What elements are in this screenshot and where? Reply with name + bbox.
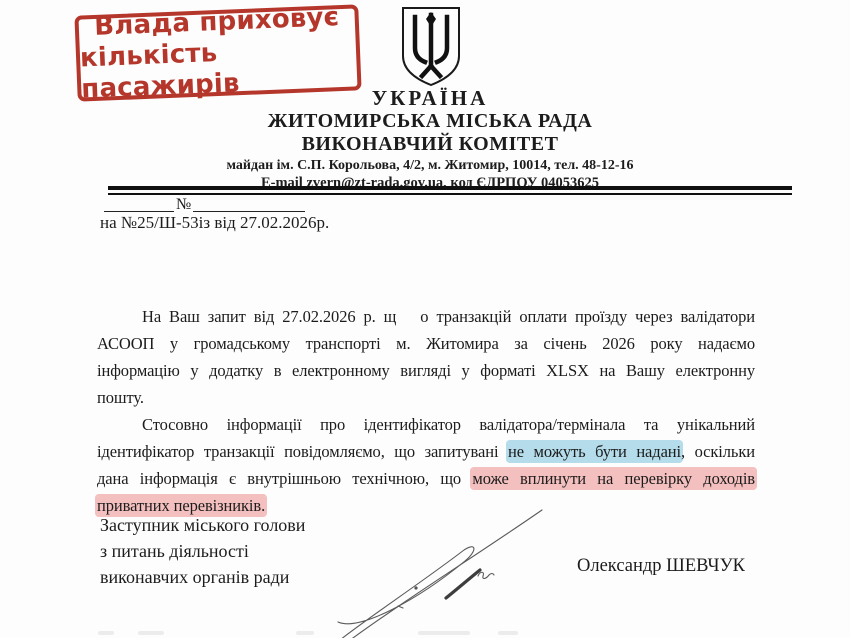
- letterhead-divider-rule: [108, 186, 792, 195]
- letterhead-address: майдан ім. С.П. Корольова, 4/2, м. Житомир, 10014, тел. 48-12-16: [226, 158, 634, 173]
- highlighted-text: може вплинути на перевірку доходів: [472, 469, 755, 488]
- scan-artifact: [418, 631, 470, 635]
- highlighted-text: приватних перевізників.: [97, 496, 266, 515]
- letterhead-committee: ВИКОНАВЧИЙ КОМІТЕТ: [301, 133, 559, 155]
- scan-artifact: [98, 631, 114, 635]
- ukraine-trident-emblem-icon: [398, 6, 464, 88]
- email-address: zvern@zt-rada.gov.ua: [306, 175, 444, 191]
- signatory-title-line-1: Заступник міського голови: [100, 515, 306, 535]
- paragraph: [97, 303, 755, 411]
- email-prefix: E-mail: [260, 175, 307, 191]
- signatory-title-line-2: з питань діяльності: [100, 541, 249, 561]
- letterhead-country: УКРАЇНА: [371, 86, 489, 110]
- body-text-run: Стосовно інформації про ідентифікатор валідатора/термінала та унікальний: [142, 415, 755, 434]
- stamp-line-1: Влада приховує: [93, 1, 340, 42]
- highlighted-text: не можуть бути надані: [507, 442, 682, 461]
- body-text-run: ідентифікатор транзакції повідомляємо, що запитувані: [97, 442, 508, 461]
- signatory-name: Олександр ШЕВЧУК: [577, 556, 746, 576]
- body-text-run: о транзакцій оплати проїзду через валідатори: [420, 307, 755, 326]
- letterhead-council: ЖИТОМИРСЬКА МІСЬКА РАДА: [267, 110, 593, 132]
- letter-body: [97, 303, 755, 519]
- stamp-line-2: кількість пасажирів: [79, 37, 241, 105]
- date-blank-line: [104, 197, 174, 212]
- number-symbol: №: [176, 196, 192, 213]
- signatory-title-line-3: виконавчих органів ради: [100, 567, 290, 587]
- body-text-run: На Ваш запит від 27.02.2026 р. щ: [142, 307, 397, 326]
- text-line: [97, 303, 755, 330]
- scan-artifact: [498, 631, 518, 635]
- scan-artifact: [138, 631, 164, 635]
- text-line: [97, 438, 755, 465]
- text-line: [97, 465, 755, 492]
- number-blank-line: [193, 197, 305, 212]
- body-text-run: пошту.: [97, 388, 144, 407]
- body-text-run: АСООП у громадському транспорті м. Житомира за січень 2026 року надаємо: [97, 334, 755, 353]
- text-line: [97, 384, 755, 411]
- incoming-reference: на №25/Ш-53із від 27.02.2026р.: [100, 213, 330, 232]
- body-text-run: дана інформація є внутрішньою технічною, що: [97, 469, 473, 488]
- body-text-run: інформацію у додатку в електронному вигляді у форматі XLSX на Вашу електронну: [97, 361, 755, 380]
- scan-artifact: [296, 631, 314, 635]
- text-line: [97, 411, 755, 438]
- body-text-run: , оскільки: [681, 442, 755, 461]
- email-suffix: , код ЄДРПОУ 04053625: [443, 175, 600, 191]
- text-line: [97, 330, 755, 357]
- signatory-title: [100, 512, 305, 590]
- text-line: [97, 357, 755, 384]
